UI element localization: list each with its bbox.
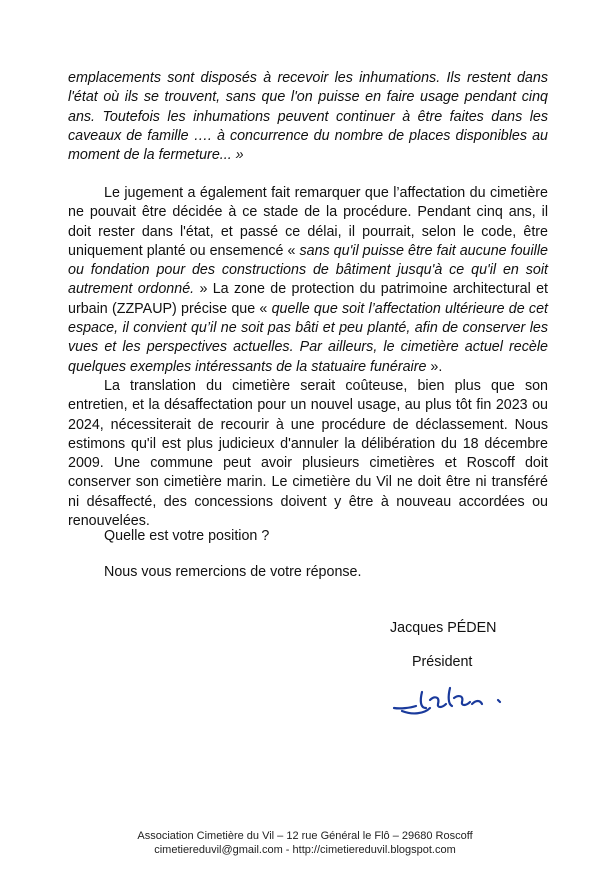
judgement-text-3: ». bbox=[426, 358, 443, 375]
paragraph-translation: La translation du cimetière serait coûteuse, bien plus que son entretien, et la désaffectation pour un nouvel usage, au plus tôt fin 2023 ou 2024, nécessiterait de recourir à une procédure de déclassement. Nous estimons qu'il est plus judicieux d'annuler la délibération du 18 décembre 2009. Une commune peut avoir plusieurs cimetières et Roscoff doit conserver son cimetière marin. Le cimetière du Vil ne doit être ni transféré ni désaffecté, des concessions doivent y être à nouveau accordées ou renouvelées. bbox=[68, 378, 548, 530]
judgement-quote-code: sans qu'il puisse être fait aucune fouille ou fondation pour des constructions de bâtiment jusqu'à ce qu'il en soit autrement ordonné. bbox=[68, 242, 548, 298]
paragraph-judgement bbox=[68, 184, 548, 377]
question-line: Quelle est votre position ? bbox=[104, 528, 270, 544]
judgement-text-2: » La zone de protection du patrimoine architectural et urbain (ZZPAUP) précise que « bbox=[68, 281, 548, 317]
signatory-title: Président bbox=[412, 654, 473, 670]
paragraph-quote-continuation: emplacements sont disposés à recevoir les inhumations. Ils restent dans l'état où ils se trouvent, sans que l'on puisse en faire usage pendant cinq ans. Toutefois les inhumations peuvent continuer à être faites dans les caveaux de famille …. à concurrence du nombre de places disponibles au moment de la fermeture... » bbox=[68, 70, 548, 164]
footer-contact: cimetiereduvil@gmail.com - http://cimetiereduvil.blogspot.com bbox=[154, 844, 456, 856]
thanks-line: Nous vous remercions de votre réponse. bbox=[104, 564, 362, 580]
judgement-quote-zzpaup: quelle que soit l’affectation ultérieure de cet espace, il convient qu’il ne soit pas bâti et peu planté, afin de conserver les vues et les perspectives actuelles. Par ailleurs, le cimetière actuel recèle quelques exemples intéressants de la statuaire funéraire bbox=[68, 300, 548, 375]
judgement-text-1: Le jugement a également fait remarquer que l’affectation du cimetière ne pouvait être décidée à ce stade de la procédure. Pendant cinq ans, il doit rester dans l'état, et passé ce délai, il pourrait, selon le code, être uniquement planté ou ensemencé « bbox=[68, 185, 548, 259]
footer-address: Association Cimetière du Vil – 12 rue Général le Flô – 29680 Roscoff bbox=[137, 830, 473, 842]
handwritten-signature bbox=[390, 678, 520, 724]
signatory-name: Jacques PÉDEN bbox=[390, 620, 497, 636]
